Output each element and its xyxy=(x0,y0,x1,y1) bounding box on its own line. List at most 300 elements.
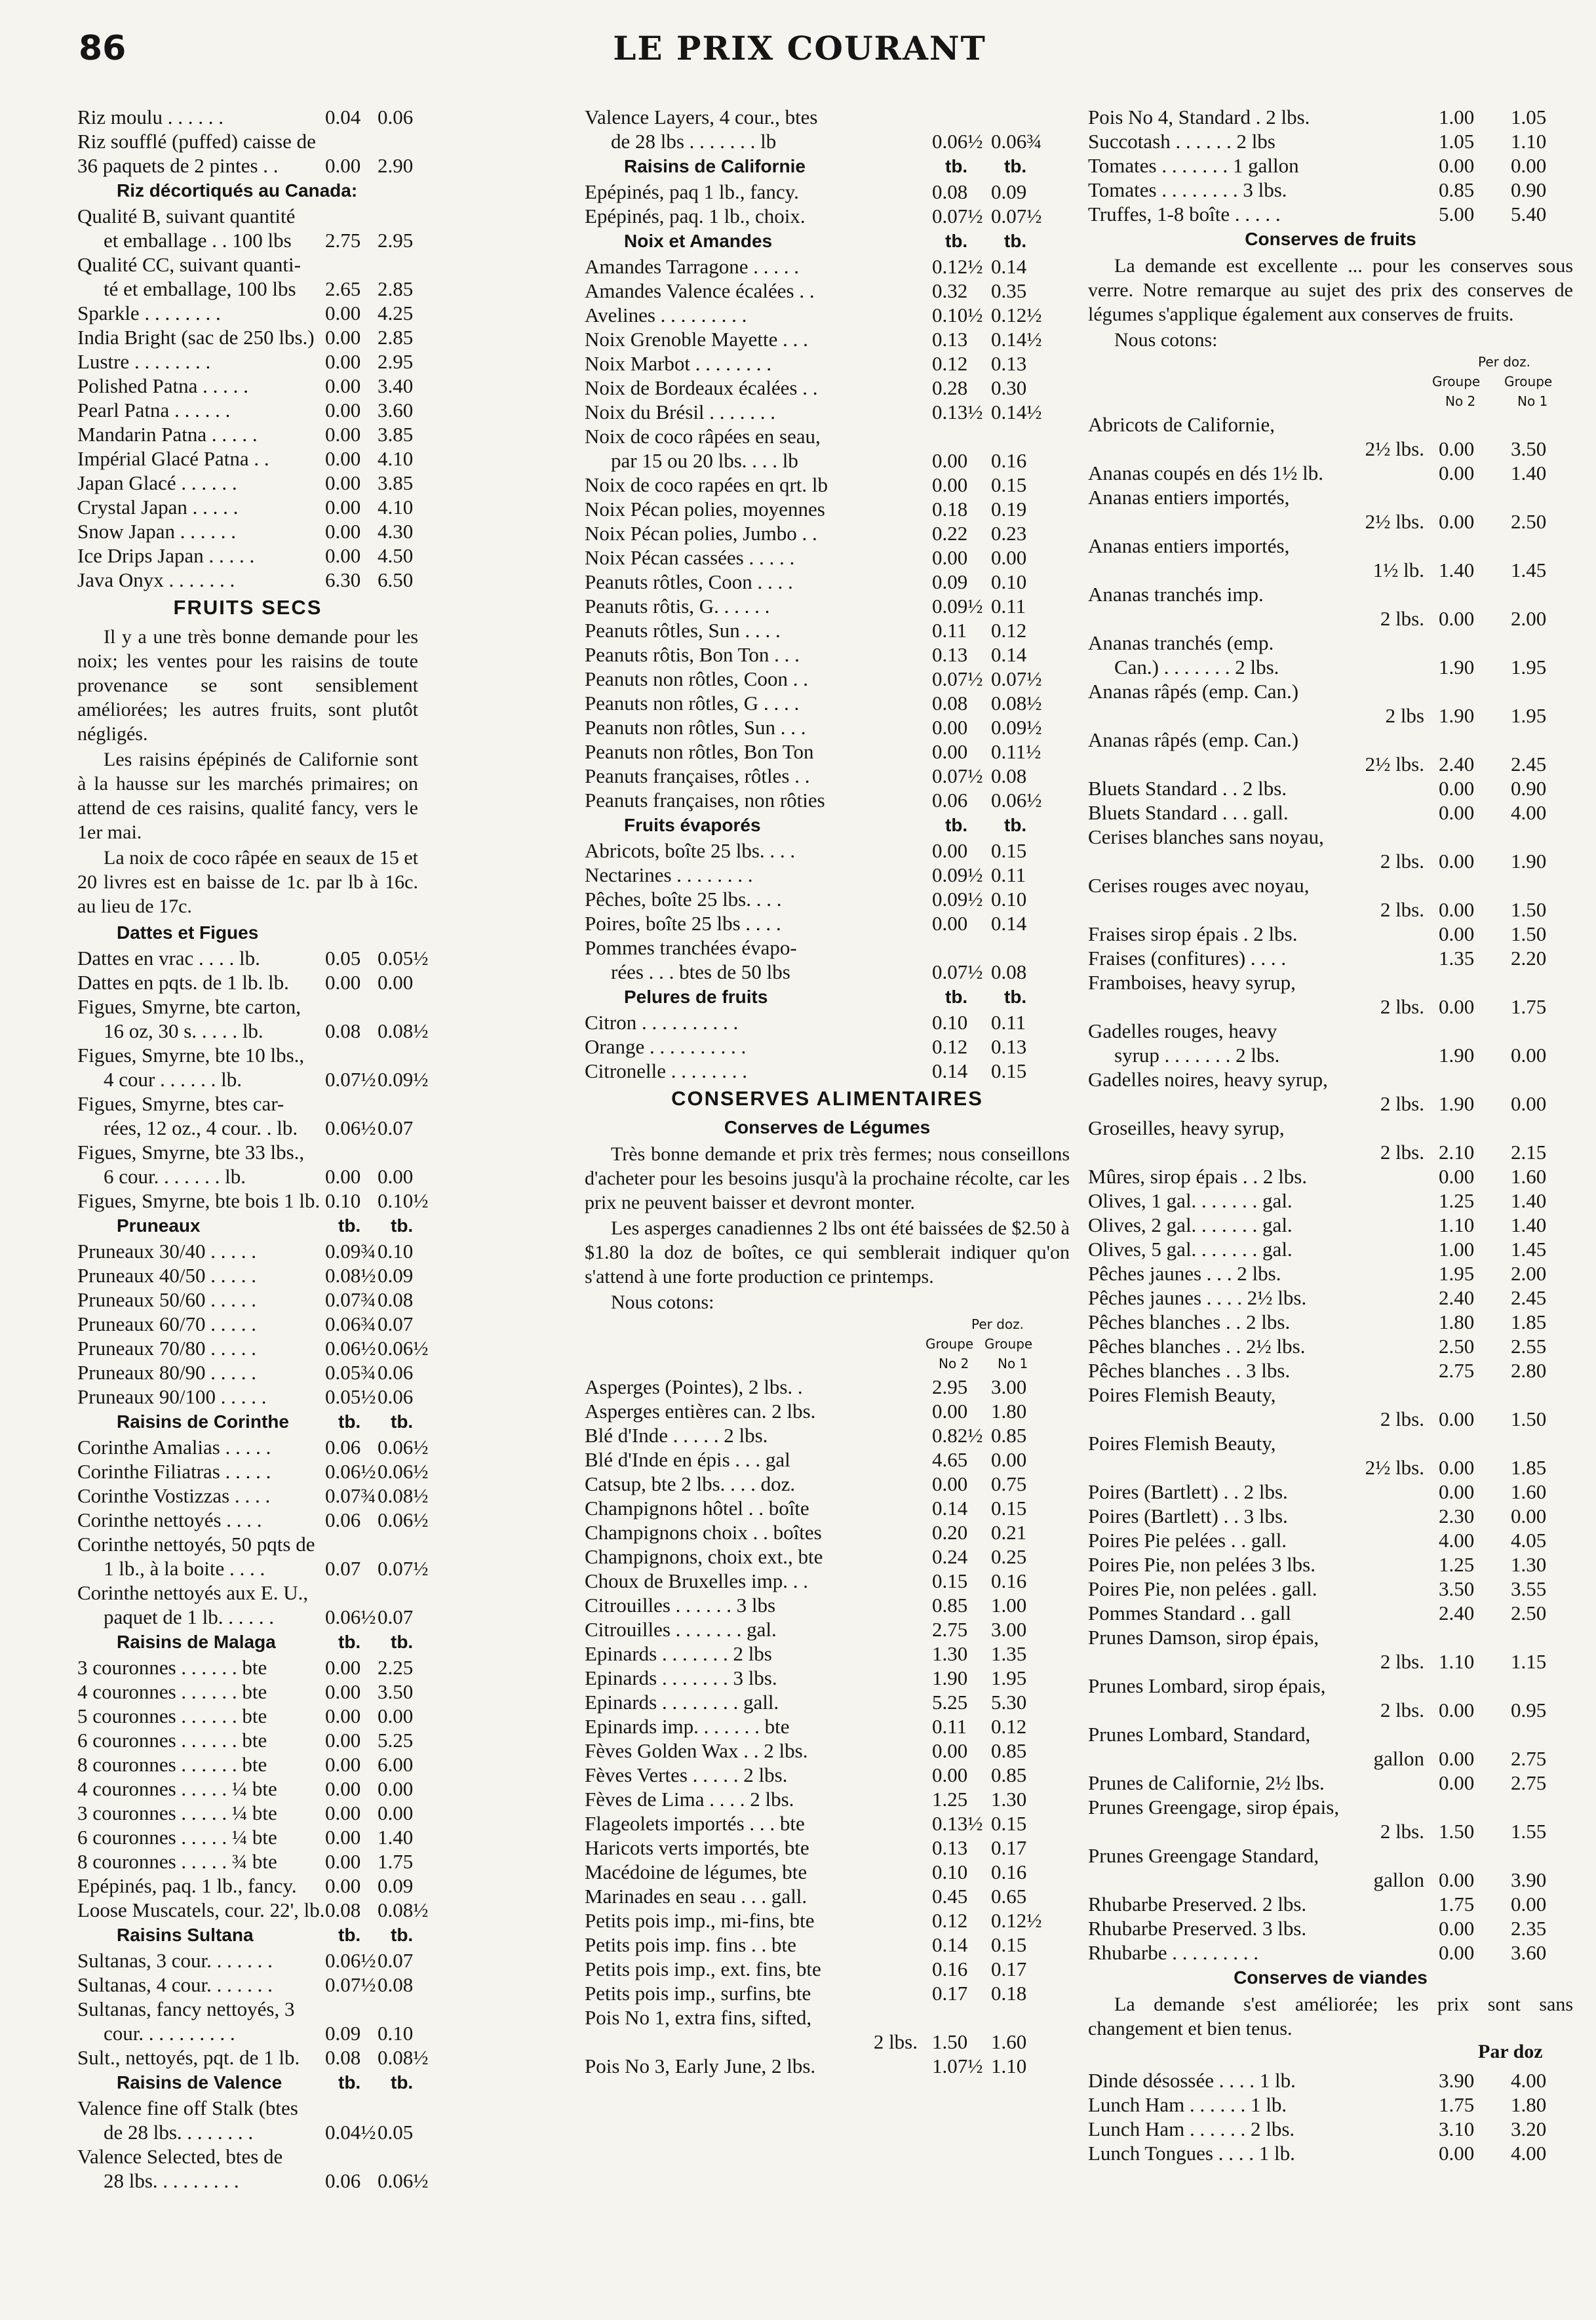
price-group-1: 0.09½ xyxy=(991,716,1042,739)
price-row xyxy=(1088,1358,1573,1383)
price-row xyxy=(1088,825,1573,849)
price-row xyxy=(1088,1140,1573,1164)
price-row xyxy=(585,1544,1070,1569)
price-group-2: 0.13 xyxy=(932,1836,968,1859)
price-row xyxy=(1088,1916,1573,1940)
item-name: Pêches jaunes . . . 2 lbs. xyxy=(1088,1262,1281,1285)
item-name: Avelines . . . . . . . . . xyxy=(585,304,747,326)
price-group-1: 2.45 xyxy=(1511,1286,1547,1309)
category-title: Conserves de fruits xyxy=(1245,229,1416,249)
price-row xyxy=(77,2169,429,2193)
price-group-2: 0.12½ xyxy=(932,255,983,278)
price-row xyxy=(585,105,1070,129)
section-heading: FRUITS SECS xyxy=(173,596,322,619)
unit-header: tb. xyxy=(1004,987,1027,1007)
price-group-2: 0.00 xyxy=(1439,1941,1475,1964)
price-group-2: 0.00 xyxy=(1439,1771,1475,1794)
price-row xyxy=(585,1472,1070,1496)
item-name: Poires Pie, non pelées . gall. xyxy=(1088,1577,1317,1600)
price-group-1: 0.08½ xyxy=(378,1019,429,1042)
section-heading: CONSERVES ALIMENTAIRES xyxy=(671,1087,983,1110)
price-row xyxy=(585,424,1070,448)
price-group-2: 1.30 xyxy=(932,1642,968,1665)
price-group-2: 0.00 xyxy=(932,473,968,496)
column-1 xyxy=(77,105,429,2193)
price-row xyxy=(77,543,418,568)
price-group-2: 0.10 xyxy=(932,1860,968,1883)
price-row xyxy=(1088,558,1573,582)
price-group-2: 0.28 xyxy=(932,376,968,399)
price-row xyxy=(1088,922,1573,946)
price-row xyxy=(77,2021,418,2045)
item-name: Polished Patna . . . . . xyxy=(77,374,248,397)
price-group-1: 1.45 xyxy=(1511,1238,1547,1261)
price-row xyxy=(1088,631,1573,655)
item-name: Champignons hôtel . . boîte xyxy=(585,1497,809,1520)
price-group-1: 1.50 xyxy=(1511,922,1547,945)
price-row xyxy=(1088,849,1573,873)
price-row xyxy=(1088,1116,1573,1140)
price-row xyxy=(585,1617,1070,1642)
quote-intro: Nous cotons: xyxy=(611,1291,714,1313)
item-name: Pois No 1, extra fins, sifted, xyxy=(585,2006,812,2029)
item-name: Figues, Smyrne, bte 10 lbs., xyxy=(77,1044,305,1067)
price-group-2: 0.00 xyxy=(1439,995,1475,1018)
price-group-1: 0.13 xyxy=(991,352,1027,375)
price-row xyxy=(77,1508,429,1532)
item-name: Prunes Greengage Standard, xyxy=(1088,1844,1319,1867)
item-name: Petits pois imp., surfins, bte xyxy=(585,1982,811,2005)
item-name: 2 lbs. xyxy=(1380,1407,1424,1430)
price-row xyxy=(585,739,1070,764)
price-group-1: 1.40 xyxy=(378,1826,414,1849)
price-row xyxy=(585,204,1070,228)
price-row xyxy=(585,1763,1070,1787)
quote-intro: Nous cotons: xyxy=(1114,329,1218,351)
price-row xyxy=(585,1714,1070,1739)
price-group-2: 0.07½ xyxy=(932,960,983,983)
category-heading xyxy=(77,178,418,204)
price-row xyxy=(1088,897,1573,922)
price-group-2: 0.00 xyxy=(325,1680,361,1703)
price-row xyxy=(585,887,1070,911)
price-row xyxy=(585,764,1070,788)
unit-header: tb. xyxy=(1004,231,1027,251)
item-name: Petits pois imp., mi-fins, bte xyxy=(585,1909,815,1932)
price-row xyxy=(585,1981,1070,2005)
item-name: 8 couronnes . . . . . ¾ bte xyxy=(77,1850,277,1873)
price-group-1: 0.06½ xyxy=(378,2169,429,2192)
price-row xyxy=(1088,1067,1573,1091)
item-name: Peanuts rôtles, Sun . . . . xyxy=(585,619,781,642)
price-group-1: 0.10 xyxy=(378,1240,414,1263)
item-name: Fèves Golden Wax . . 2 lbs. xyxy=(585,1739,808,1762)
item-name: Gadelles noires, heavy syrup, xyxy=(1088,1068,1328,1091)
price-group-1: 0.30 xyxy=(991,376,1027,399)
price-group-2: 0.04 xyxy=(325,106,361,128)
price-row xyxy=(77,1849,418,1874)
price-row xyxy=(585,667,1070,691)
price-row xyxy=(77,568,418,592)
price-group-2: 0.00 xyxy=(325,326,361,349)
price-group-1: 0.07 xyxy=(378,1116,414,1139)
item-name: Peanuts non rôtles, Sun . . . xyxy=(585,716,806,739)
price-row xyxy=(77,204,418,228)
price-group-1: 1.45 xyxy=(1511,559,1547,581)
item-name: Abricots, boîte 25 lbs. . . . xyxy=(585,839,796,862)
price-row xyxy=(1088,1310,1573,1334)
item-name: Noix de Bordeaux écalées . . xyxy=(585,376,818,399)
price-row xyxy=(585,911,1070,935)
price-group-2: 2.40 xyxy=(1439,1286,1475,1309)
price-row xyxy=(585,521,1070,545)
price-group-1: 0.00 xyxy=(1511,1044,1547,1067)
item-name: Prunes Damson, sirop épais, xyxy=(1088,1626,1319,1649)
item-name: té et emballage, 100 lbs xyxy=(104,277,296,300)
item-name: Rhubarbe Preserved. 3 lbs. xyxy=(1088,1917,1307,1940)
price-row xyxy=(77,374,418,398)
price-group-2: 2.75 xyxy=(1439,1359,1475,1382)
price-row xyxy=(1088,1577,1573,1601)
price-row xyxy=(1088,437,1573,461)
price-group-1: 1.85 xyxy=(1511,1310,1547,1333)
item-name: Noix Pécan cassées . . . . . xyxy=(585,546,795,569)
item-name: Noix Marbot . . . . . . . . xyxy=(585,352,772,375)
price-group-1: 0.08½ xyxy=(378,1898,429,1921)
price-row xyxy=(585,1569,1070,1593)
price-group-2: 0.00 xyxy=(1439,2142,1475,2165)
price-group-1: 0.00 xyxy=(991,546,1027,569)
unit-header: tb. xyxy=(945,987,968,1007)
price-group-2: 3.10 xyxy=(1439,2117,1475,2140)
price-group-2: 0.09½ xyxy=(932,595,983,618)
item-name: Corinthe Filiatras . . . . . xyxy=(77,1460,271,1483)
unit-header: tb. xyxy=(391,1215,414,1236)
market-commentary: Très bonne demande et prix très fermes; nous conseillons d'acheter pour les besoins jusqu'à la prochaine récolte, car les prix ne peuvent baisser et devront monter. xyxy=(585,1143,1070,1213)
price-group-1: 0.08 xyxy=(378,1288,414,1311)
price-row xyxy=(77,422,418,446)
price-group-1: 1.30 xyxy=(1511,1553,1547,1576)
item-name: Loose Muscatels, cour. 22', lb. xyxy=(77,1898,325,1921)
item-name: 2 lbs. xyxy=(1380,1092,1424,1115)
price-group-2: 0.06 xyxy=(325,1508,361,1531)
price-row xyxy=(585,1520,1070,1544)
price-row xyxy=(1088,873,1573,897)
item-name: rées, 12 oz., 4 cour. . lb. xyxy=(104,1116,298,1139)
item-name: Macédoine de légumes, bte xyxy=(585,1860,808,1883)
price-row xyxy=(77,1680,418,1704)
price-group-2: 0.08½ xyxy=(325,1264,376,1287)
item-name: Riz soufflé (puffed) caisse de xyxy=(77,130,316,153)
price-group-1: 1.10 xyxy=(1511,130,1547,153)
item-name: Asperges entières can. 2 lbs. xyxy=(585,1400,816,1423)
price-row xyxy=(77,1556,429,1581)
price-group-1: 0.05 xyxy=(378,2121,414,2144)
unit-header: tb. xyxy=(338,1215,361,1236)
item-name: 4 couronnes . . . . . . bte xyxy=(77,1680,267,1703)
price-group-2: 1.75 xyxy=(1439,2093,1475,2116)
price-row xyxy=(585,2054,1070,2078)
price-column-headers xyxy=(585,1314,1070,1375)
item-name: Peanuts non rôtles, Coon . . xyxy=(585,667,808,690)
price-group-2: 0.00 xyxy=(325,971,361,994)
price-group-1: 0.90 xyxy=(1511,178,1547,201)
group-label: Groupe xyxy=(1432,374,1481,389)
price-group-1: 3.60 xyxy=(378,399,414,422)
item-name: Haricots verts importés, bte xyxy=(585,1836,809,1859)
market-commentary: La demande est excellente ... pour les conserves sous verre. Notre remarque au sujet des prix des conserves de légumes s'applique également aux conserves de fruits. xyxy=(1088,255,1573,325)
item-name: 4 couronnes . . . . . ¼ bte xyxy=(77,1777,277,1800)
price-row xyxy=(585,1059,1070,1083)
price-group-2: 0.32 xyxy=(932,279,968,302)
price-row xyxy=(585,129,1070,153)
price-row xyxy=(1088,1286,1573,1310)
price-group-1: 0.85 xyxy=(991,1763,1027,1786)
price-row xyxy=(1088,1504,1573,1528)
unit-header: tb. xyxy=(391,1925,414,1945)
item-name: Abricots de Californie, xyxy=(1088,413,1275,436)
price-row xyxy=(585,1884,1070,1908)
price-group-1: 5.40 xyxy=(1511,203,1547,226)
category-heading xyxy=(1088,226,1573,252)
price-row xyxy=(1088,994,1573,1019)
price-group-2: 0.06 xyxy=(325,2169,361,2192)
price-group-1: 5.25 xyxy=(378,1729,414,1752)
price-row xyxy=(1088,946,1573,970)
price-group-1: 3.50 xyxy=(378,1680,414,1703)
price-group-1: 0.08½ xyxy=(378,2046,429,2069)
item-name: 2 lbs. xyxy=(1380,995,1424,1018)
price-group-1: 1.60 xyxy=(1511,1165,1547,1188)
price-group-2: 1.40 xyxy=(1439,559,1475,581)
price-group-1: 4.50 xyxy=(378,544,414,567)
price-group-1: 0.11 xyxy=(991,863,1026,886)
price-group-1: 0.11 xyxy=(991,1011,1026,1034)
price-row xyxy=(1088,534,1573,558)
price-group-1: 0.17 xyxy=(991,1836,1027,1859)
price-group-2: 0.00 xyxy=(325,544,361,567)
price-row xyxy=(1088,1091,1573,1116)
price-group-2: 0.05 xyxy=(325,947,361,970)
item-name: Mandarin Patna . . . . . xyxy=(77,423,258,446)
price-group-1: 0.06½ xyxy=(378,1508,429,1531)
price-row xyxy=(1088,1261,1573,1286)
price-row xyxy=(585,2030,1070,2054)
price-row xyxy=(585,1642,1070,1666)
price-row xyxy=(77,301,418,325)
item-name: 2½ lbs. xyxy=(1365,437,1424,460)
price-row xyxy=(1088,2093,1573,2117)
price-row xyxy=(585,376,1070,400)
price-group-2: 0.07 xyxy=(325,1557,361,1580)
price-column-headers xyxy=(1088,352,1573,412)
item-name: 2 lbs. xyxy=(1380,898,1424,921)
price-group-2: 1.75 xyxy=(1439,1893,1475,1916)
price-group-2: 1.00 xyxy=(1439,1238,1475,1261)
price-group-1: 2.00 xyxy=(1511,607,1547,630)
price-group-2: 1.25 xyxy=(932,1788,968,1811)
price-group-1: 2.95 xyxy=(378,229,414,252)
item-name: Prunes de Californie, 2½ lbs. xyxy=(1088,1771,1325,1794)
price-group-2: 0.14 xyxy=(932,1933,968,1956)
price-group-1: 0.25 xyxy=(991,1545,1027,1568)
item-name: 16 oz, 30 s. . . . . lb. xyxy=(104,1019,263,1042)
price-row xyxy=(1088,970,1573,994)
item-name: Blé d'Inde en épis . . . gal xyxy=(585,1448,790,1471)
price-group-2: 0.00 xyxy=(325,154,361,177)
item-name: de 28 lbs . . . . . . . lb xyxy=(611,130,777,153)
price-group-1: 4.30 xyxy=(378,520,414,543)
category-title: Dattes et Figues xyxy=(117,922,259,943)
price-group-1: 2.90 xyxy=(378,154,414,177)
price-group-2: 0.00 xyxy=(1439,1165,1475,1188)
item-name: Poires (Bartlett) . . 3 lbs. xyxy=(1088,1504,1288,1527)
price-row xyxy=(1088,1625,1573,1649)
price-group-1: 0.00 xyxy=(378,1801,414,1824)
price-group-2: 1.90 xyxy=(1439,704,1475,727)
price-group-1: 0.14 xyxy=(991,255,1027,278)
price-group-1: 1.95 xyxy=(991,1666,1027,1689)
item-name: Olives, 1 gal. . . . . . . gal. xyxy=(1088,1189,1293,1212)
item-name: Corinthe nettoyés aux E. U., xyxy=(77,1581,309,1604)
price-row xyxy=(77,1825,418,1849)
item-name: Ananas tranchés imp. xyxy=(1088,583,1264,606)
price-row xyxy=(1088,1407,1573,1431)
item-name: Qualité B, suivant quantité xyxy=(77,205,296,227)
price-group-2: 0.00 xyxy=(1439,1917,1475,1940)
price-row xyxy=(1088,1019,1573,1043)
price-row xyxy=(1088,202,1573,226)
price-group-2: 0.85 xyxy=(932,1594,968,1617)
price-row xyxy=(585,715,1070,739)
price-group-2: 0.10 xyxy=(325,1189,361,1212)
item-name: 2½ lbs. xyxy=(1365,753,1424,776)
price-row xyxy=(77,1605,418,1629)
price-row xyxy=(585,1787,1070,1811)
price-group-1: 0.14 xyxy=(991,643,1027,666)
price-row xyxy=(585,303,1070,327)
price-group-2: 0.00 xyxy=(325,1826,361,1849)
price-group-2: 0.13 xyxy=(932,328,968,351)
price-row xyxy=(585,618,1070,642)
price-group-1: 1.80 xyxy=(991,1400,1027,1423)
price-row xyxy=(77,1189,429,1213)
price-group-1: 0.06¾ xyxy=(991,130,1042,153)
price-group-1: 0.09 xyxy=(378,1264,414,1287)
price-row xyxy=(585,1957,1070,1981)
price-row xyxy=(77,1484,429,1508)
column-2 xyxy=(585,105,1070,2078)
price-group-1: 4.00 xyxy=(1511,2142,1547,2165)
price-row xyxy=(77,1263,418,1288)
price-group-2: 0.00 xyxy=(932,1763,968,1786)
price-group-1: 5.30 xyxy=(991,1691,1027,1714)
price-group-1: 0.15 xyxy=(991,1059,1027,1082)
price-group-2: 0.00 xyxy=(932,716,968,739)
item-name: Snow Japan . . . . . . xyxy=(77,520,236,543)
price-row xyxy=(77,349,418,374)
item-name: Petits pois imp. fins . . bte xyxy=(585,1933,796,1956)
price-group-2: 2.30 xyxy=(1439,1504,1475,1527)
unit-header: tb. xyxy=(945,815,968,835)
price-group-1: 1.60 xyxy=(991,2030,1027,2053)
unit-header: tb. xyxy=(391,2072,414,2093)
price-group-1: 0.06½ xyxy=(378,1460,429,1483)
price-group-2: 0.14 xyxy=(932,1059,968,1082)
price-row xyxy=(77,1140,418,1164)
price-group-2: 0.00 xyxy=(932,449,968,472)
price-group-2: 0.00 xyxy=(1439,922,1475,945)
price-group-1: 1.90 xyxy=(1511,850,1547,873)
price-group-1: 2.20 xyxy=(1511,947,1547,970)
item-name: Pommes Standard . . gall xyxy=(1088,1602,1291,1624)
item-name: Pruneaux 40/50 . . . . . xyxy=(77,1264,256,1287)
price-row xyxy=(585,1399,1070,1423)
category-heading xyxy=(585,228,1070,254)
price-group-2: 0.17 xyxy=(932,1982,968,2005)
price-group-1: 0.85 xyxy=(991,1424,1027,1447)
item-name: Olives, 2 gal. . . . . . . gal. xyxy=(1088,1213,1293,1236)
item-name: Peanuts françaises, non rôties xyxy=(585,789,825,812)
item-name: Qualité CC, suivant quanti- xyxy=(77,253,301,276)
price-group-1: 1.75 xyxy=(1511,995,1547,1018)
unit-header: tb. xyxy=(1004,156,1027,176)
price-group-2: 0.13 xyxy=(932,643,968,666)
price-group-1: 0.14½ xyxy=(991,401,1042,423)
item-name: syrup . . . . . . . 2 lbs. xyxy=(1114,1044,1280,1067)
per-doz-header xyxy=(1088,2042,1573,2068)
item-name: gallon xyxy=(1373,1747,1424,1770)
price-row xyxy=(1088,582,1573,606)
price-row xyxy=(77,519,418,543)
price-row xyxy=(77,1777,418,1801)
item-name: Riz moulu . . . . . . xyxy=(77,106,224,128)
price-group-2: 1.10 xyxy=(1439,1650,1475,1673)
price-group-1: 0.12½ xyxy=(991,1909,1042,1932)
unit-header: tb. xyxy=(1004,815,1027,835)
price-row xyxy=(585,180,1070,204)
price-group-1: 2.75 xyxy=(1511,1747,1547,1770)
price-group-1: 0.00 xyxy=(1511,1504,1547,1527)
price-group-1: 0.21 xyxy=(991,1521,1027,1544)
item-name: rées . . . btes de 50 lbs xyxy=(611,960,790,983)
item-name: Noix Pécan polies, moyennes xyxy=(585,498,825,521)
item-name: 6 couronnes . . . . . ¼ bte xyxy=(77,1826,277,1849)
price-group-2: 0.00 xyxy=(1439,1480,1475,1503)
price-row xyxy=(77,1874,418,1898)
price-group-2: 3.50 xyxy=(1439,1577,1475,1600)
price-group-1: 0.95 xyxy=(1511,1699,1547,1721)
price-group-1: 2.45 xyxy=(1511,753,1547,776)
price-row xyxy=(585,473,1070,497)
price-group-1: 3.90 xyxy=(1511,1868,1547,1891)
price-group-2: 0.00 xyxy=(325,1729,361,1752)
price-row xyxy=(585,1836,1070,1860)
unit-header: tb. xyxy=(338,1925,361,1945)
price-row xyxy=(1088,1237,1573,1261)
item-name: Noix Pécan polies, Jumbo . . xyxy=(585,522,817,545)
group-label: Groupe xyxy=(984,1336,1033,1352)
price-group-1: 1.95 xyxy=(1511,656,1547,678)
price-group-2: 1.90 xyxy=(932,1666,968,1689)
item-name: Pruneaux 60/70 . . . . . xyxy=(77,1312,256,1335)
price-row xyxy=(1088,412,1573,437)
category-title: Pruneaux xyxy=(117,1215,201,1236)
price-group-1: 0.00 xyxy=(378,971,414,994)
price-group-2: 0.45 xyxy=(932,1885,968,1908)
price-group-1: 0.06½ xyxy=(378,1337,429,1360)
price-row xyxy=(1088,1698,1573,1722)
